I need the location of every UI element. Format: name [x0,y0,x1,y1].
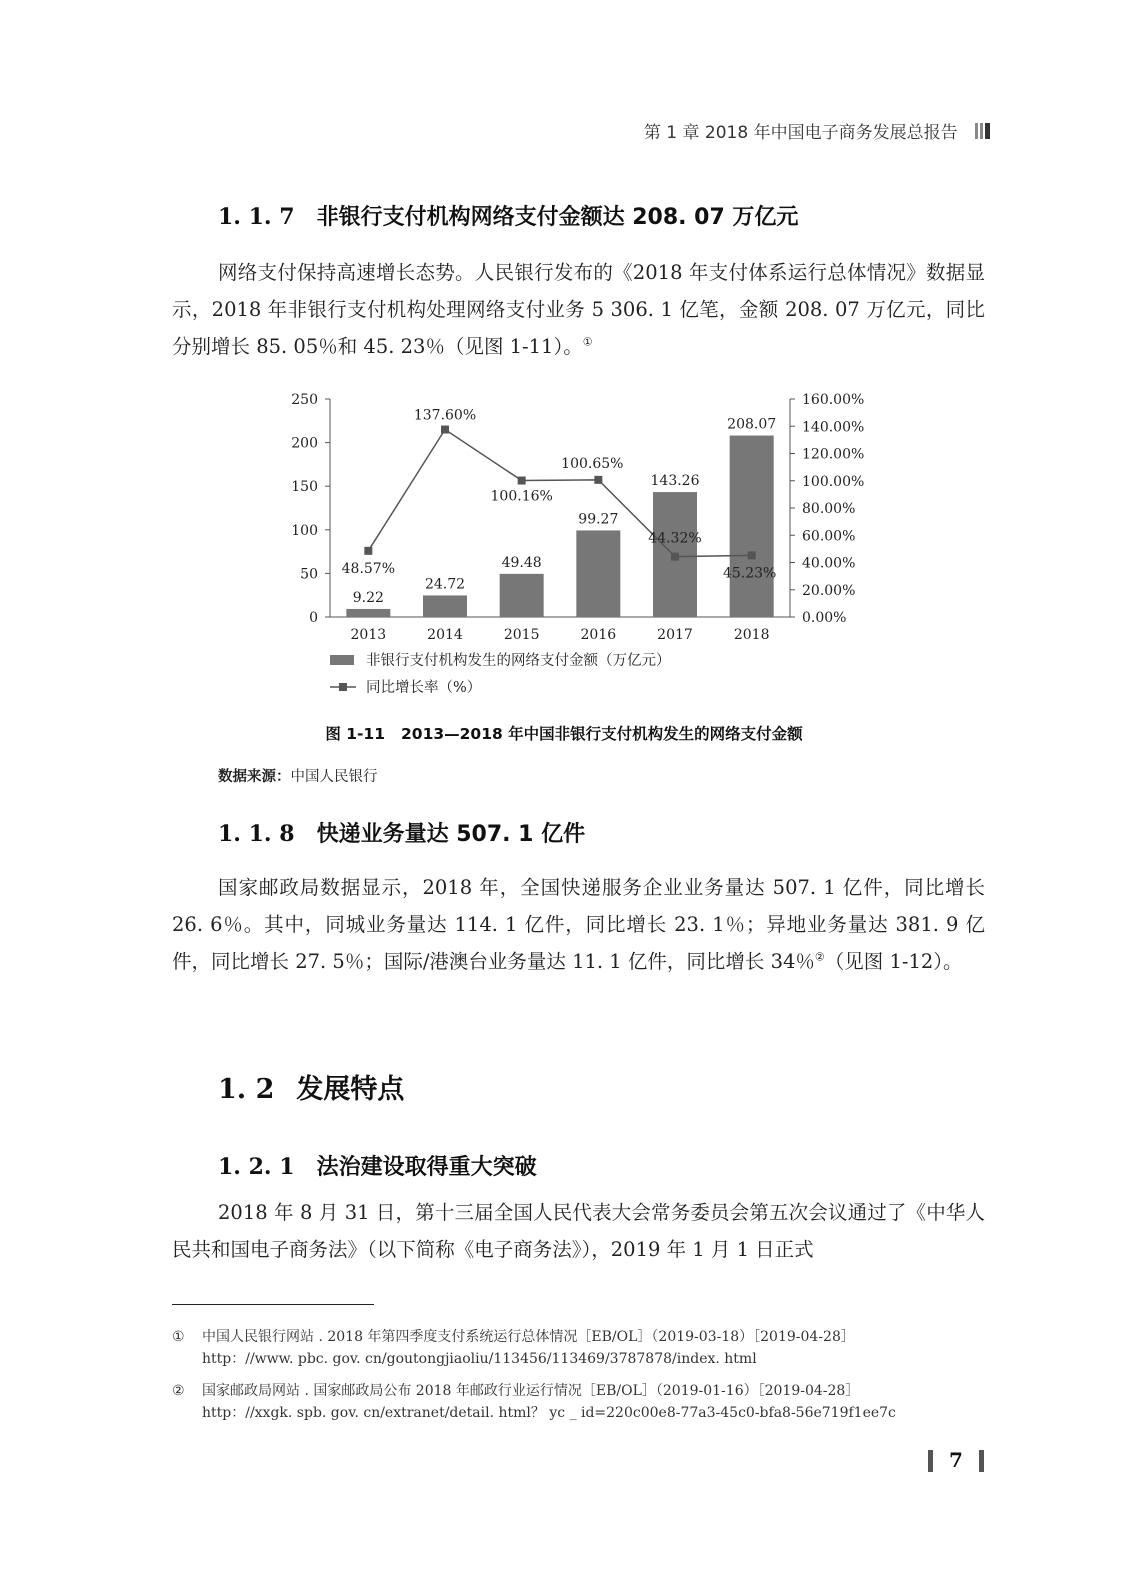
paragraph-text: 网络支付保持高速增长态势。人民银行发布的《2018 年支付体系运行总体情况》数据显示，2018 年非银行支付机构处理网络支付业务 5 306. 1 亿笔，金额 208. 07 万亿元，同比分别增长 85. 05％和 45. 23％（见图 1-11）。 [172,261,985,358]
legend-bar-swatch [330,655,354,665]
bar [346,609,390,617]
section-heading-1-2-1 [218,1150,537,1181]
section-heading-1-1-7 [218,200,798,231]
bar [730,436,774,617]
section-title: 发展特点 [296,1074,405,1105]
section-number: 1. 1. 8 [218,821,295,847]
footnote-url[interactable]: http：//www. pbc. gov. cn/goutongjiaoliu/113456/113469/3787878/index. html [202,1351,757,1367]
footnote-ref-1[interactable]: ① [582,335,593,349]
section-number: 1. 2. 1 [218,1154,295,1180]
legend-bar-label: 非银行支付机构发生的网络支付金额（万亿元） [366,653,671,669]
running-head-text: 第 1 章 2018 年中国电子商务发展总报告 [643,123,958,143]
page-number [928,1448,984,1474]
y-tick-label-left: 250 [291,392,318,408]
section-title: 法治建设取得重大突破 [316,1155,537,1180]
growth-data-label: 45.23% [722,565,777,582]
x-tick-label: 2017 [657,627,693,643]
y-tick-label-left: 0 [309,610,318,626]
section-heading-1-1-8 [218,817,585,848]
footnote-mark: ② [172,1383,185,1399]
x-tick-label: 2018 [733,627,770,643]
y-tick-label-right: 0.00% [802,610,847,626]
footnote-1 [172,1326,992,1370]
data-source [218,765,378,786]
y-tick-label-right: 20.00% [802,582,856,599]
data-source-label: 数据来源： [218,769,291,785]
paragraph-tail: （见图 1-12）。 [824,950,963,973]
figure-number: 图 1-11 [325,725,385,743]
legend-line-marker [339,683,347,691]
x-tick-label: 2016 [580,627,617,643]
footnote-text: 国家邮政局网站 . 国家邮政局公布 2018 年邮政行业运行情况［EB/OL］（2019-01-16）［2019-04-28］ [202,1383,860,1399]
section-title: 快递业务量达 507. 1 亿件 [316,822,586,847]
section-heading-1-2 [218,1067,404,1106]
section-title: 非银行支付机构网络支付金额达 208. 07 万亿元 [316,205,799,230]
growth-point [671,553,679,561]
bar-data-label: 49.48 [501,554,542,571]
figure-caption [0,722,1128,744]
footnote-ref-2[interactable]: ② [814,950,825,964]
growth-data-label: 137.60% [413,407,477,424]
bar-data-label: 208.07 [727,416,777,433]
growth-data-label: 44.32% [648,530,702,547]
data-source-value: 中国人民银行 [290,769,378,785]
growth-data-label: 48.57% [341,560,396,577]
y-tick-label-right: 80.00% [802,501,856,517]
growth-point [518,477,526,485]
page-number-value: 7 [949,1448,963,1472]
y-tick-label-left: 100 [291,522,318,539]
x-tick-label: 2014 [427,627,463,643]
bar [500,574,544,617]
footnote-url[interactable]: http：//xxgk. spb. gov. cn/extranet/detail. html？ yc _ id=220c00e8-77a3-45c0-bfa8-56e719f1ee7c [202,1405,896,1421]
y-tick-label-right: 120.00% [802,446,865,463]
footnote-divider [172,1304,374,1305]
x-tick-label: 2015 [503,627,540,643]
y-tick-label-left: 150 [291,479,318,496]
bar-data-label: 24.72 [424,576,466,593]
bar-data-label: 143.26 [650,473,700,490]
y-tick-label-left: 200 [291,435,318,452]
legend-line-label: 同比增长率（%） [366,680,482,695]
y-tick-label-right: 140.00% [802,419,865,436]
growth-data-label: 100.16% [490,488,553,505]
paragraph-express-delivery [172,869,985,980]
growth-point [364,547,372,555]
y-tick-label-right: 100.00% [802,473,865,490]
chart-payment-volume [0,385,1128,695]
growth-point [748,551,756,559]
x-tick-label: 2013 [350,627,387,643]
section-number: 1. 2 [218,1074,275,1105]
growth-point [594,476,602,484]
footnote-2 [172,1380,992,1424]
y-tick-label-left: 50 [300,566,318,583]
paragraph-ecommerce-law: 2018 年 8 月 31 日，第十三届全国人民代表大会常务委员会第五次会议通过了《中华人民共和国电子商务法》（以下简称《电子商务法》），2019 年 1 月 1 日正式 [172,1201,985,1261]
figure-caption-text: 2013—2018 年中国非银行支付机构发生的网络支付金额 [401,725,803,743]
growth-point [441,426,449,434]
footnote-text: 中国人民银行网站 . 2018 年第四季度支付系统运行总体情况［EB/OL］（2019-03-18）［2019-04-28］ [202,1329,855,1345]
paragraph-text: 国家邮政局数据显示，2018 年，全国快递服务企业业务量达 507. 1 亿件，同比增长 26. 6％。其中，同城业务量达 114. 1 亿件，同比增长 23. 1％；异地业务量达 381. 9 亿件，同比增长 27. 5％；国际/港澳台业务量达 11. 1 亿件，同比增长 34％ [172,876,985,973]
running-head [0,118,990,144]
bar [576,530,620,617]
bar [423,595,467,617]
y-tick-label-right: 60.00% [802,528,856,545]
y-tick-label-right: 40.00% [802,555,856,572]
running-head-bars [973,123,990,144]
section-number: 1. 1. 7 [218,204,295,230]
y-tick-label-right: 160.00% [802,392,865,408]
paragraph-network-payment [172,254,985,365]
bar-data-label: 9.22 [352,589,384,606]
growth-data-label: 100.65% [561,455,624,472]
bar-data-label: 99.27 [578,511,619,528]
footnote-mark: ① [172,1329,185,1345]
